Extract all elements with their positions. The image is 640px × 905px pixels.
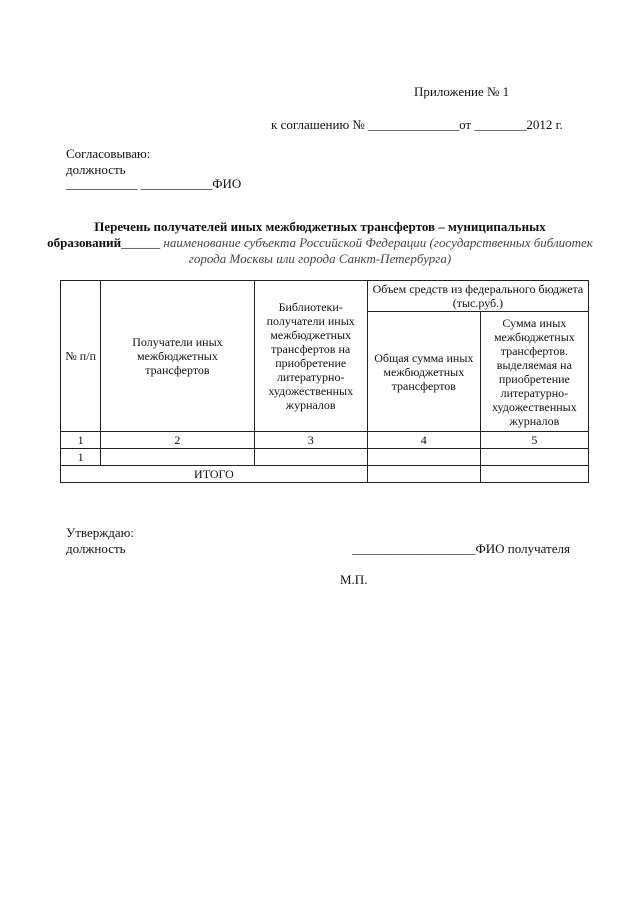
agreement-reference: к соглашению № ______________от ________2012 г.	[271, 117, 563, 132]
title-main: Перечень получателей иных межбюджетных трансфертов – муниципальных образований	[47, 219, 546, 250]
header-federal-budget: Объем средств из федерального бюджета (тыс.руб.)	[367, 281, 588, 312]
row-num: 1	[61, 449, 101, 466]
table-row	[61, 449, 589, 466]
row-recipient	[101, 449, 254, 466]
row-total	[367, 449, 480, 466]
approval-block	[66, 146, 150, 178]
stamp-label: М.П.	[340, 572, 368, 587]
title-blank: ______	[121, 235, 161, 250]
column-number: 3	[254, 432, 367, 449]
column-number: 2	[101, 432, 254, 449]
approval-signature-line: ___________ ___________ФИО	[66, 176, 242, 191]
header-journals-sum: Сумма иных межбюджетных трансфертов. выделяемая на приобретение литературно-художественных журналов	[480, 312, 588, 432]
header-num: № п/п	[61, 281, 101, 432]
header-recipients: Получатели иных межбюджетных трансфертов	[101, 281, 254, 432]
column-number: 4	[367, 432, 480, 449]
confirmation-position: должность	[66, 541, 126, 556]
total-sum-cell	[367, 466, 480, 483]
confirmation-block	[66, 525, 134, 557]
total-journals-cell	[480, 466, 588, 483]
row-journals	[480, 449, 588, 466]
column-number: 1	[61, 432, 101, 449]
confirmation-label: Утверждаю:	[66, 525, 134, 540]
approval-position: должность	[66, 162, 126, 177]
header-total-sum: Общая сумма иных межбюджетных трансфертов	[367, 312, 480, 432]
title-subject-note: наименование субъекта Российской Федерации (государственных библиотек города Москвы или города Санкт-Петербурга)	[160, 235, 593, 266]
total-row	[61, 466, 589, 483]
transfers-table	[60, 280, 589, 483]
recipient-signature-line: ___________________ФИО получателя	[352, 541, 570, 556]
document-title	[40, 219, 600, 267]
column-numbers-row	[61, 432, 589, 449]
header-libraries: Библиотеки-получатели иных межбюджетных трансфертов на приобретение литературно-художественных журналов	[254, 281, 367, 432]
approval-label: Согласовываю:	[66, 146, 151, 161]
row-library	[254, 449, 367, 466]
column-number: 5	[480, 432, 588, 449]
total-label: ИТОГО	[61, 466, 368, 483]
appendix-label: Приложение № 1	[414, 84, 510, 99]
